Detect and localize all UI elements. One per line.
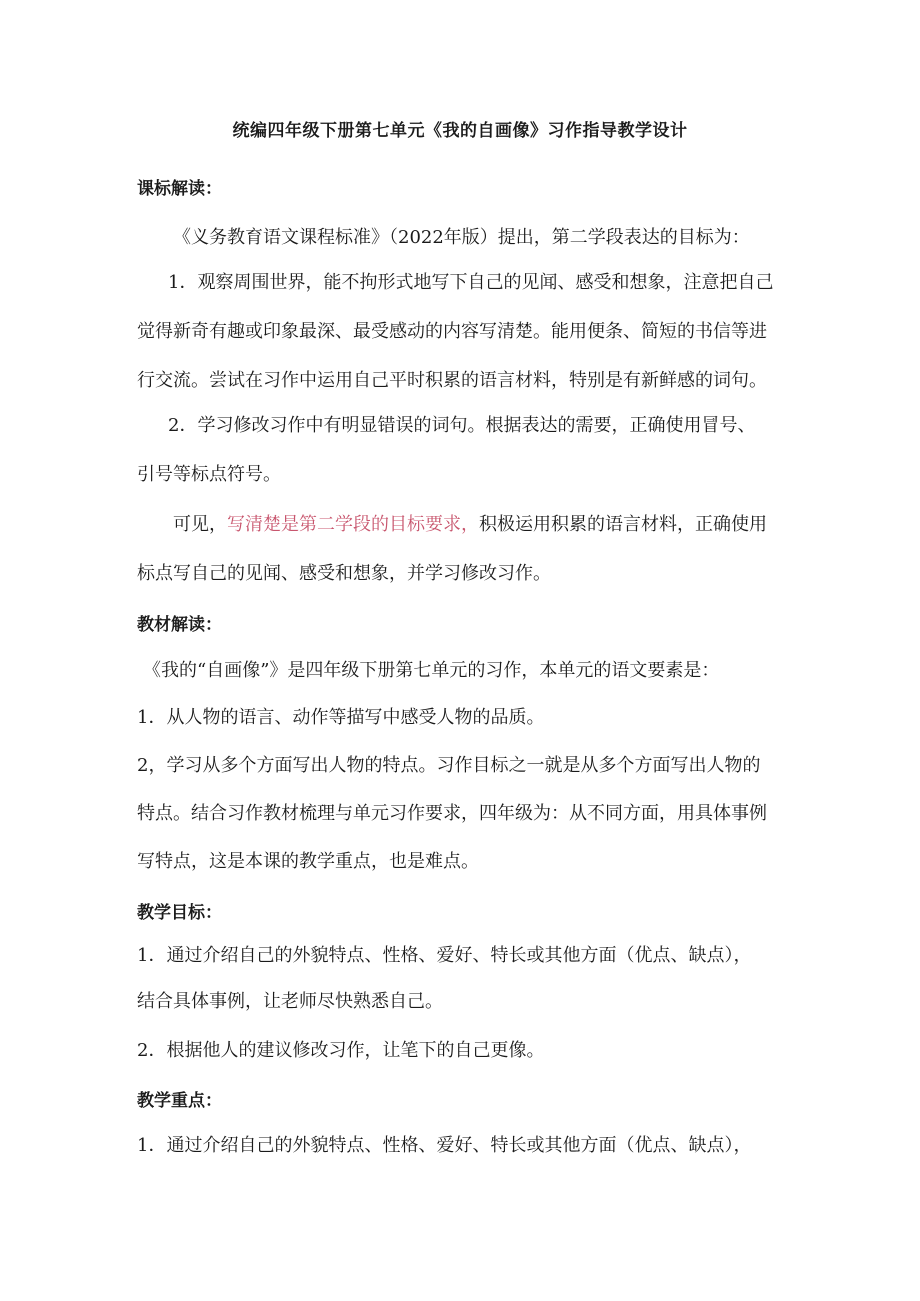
section-heading-curriculum: 课标解读： bbox=[137, 179, 222, 199]
objectives-item2: 2．根据他人的建议修改习作，让笔下的自己更像。 bbox=[137, 1040, 545, 1061]
key-points-item1: 1．通过介绍自己的外貌特点、性格、爱好、特长或其他方面（优点、缺点）， bbox=[137, 1135, 752, 1156]
textbook-item2-line3: 写特点，这是本课的教学重点，也是难点。 bbox=[137, 851, 479, 872]
curriculum-item1-line1: 1．观察周围世界，能不拘形式地写下自己的见闻、感受和想象，注意把自己 bbox=[168, 272, 774, 293]
textbook-intro: 《我的“自画像”》是四年级下册第七单元的习作，本单元的语文要素是： bbox=[143, 660, 720, 681]
curriculum-intro: 《义务教育语文课程标准》（2022年版）提出，第二学段表达的目标为： bbox=[173, 227, 750, 248]
curriculum-item1-line2: 觉得新奇有趣或印象最深、最受感动的内容写清楚。能用便条、简短的书信等进 bbox=[137, 321, 767, 342]
objectives-item1-line1: 1．通过介绍自己的外貌特点、性格、爱好、特长或其他方面（优点、缺点）， bbox=[137, 945, 752, 966]
curriculum-item2-line2: 引号等标点符号。 bbox=[137, 464, 281, 485]
conclusion-rest: 积极运用积累的语言材料，正确使用 bbox=[479, 514, 767, 535]
section-heading-objectives: 教学目标： bbox=[137, 903, 222, 923]
document-title: 统编四年级下册第七单元《我的自画像》习作指导教学设计 bbox=[232, 121, 688, 141]
section-heading-textbook: 教材解读： bbox=[137, 615, 222, 635]
objectives-item1-line2: 结合具体事例，让老师尽快熟悉自己。 bbox=[137, 991, 443, 1012]
curriculum-item1-line3: 行交流。尝试在习作中运用自己平时积累的语言材料，特别是有新鲜感的词句。 bbox=[137, 370, 767, 391]
textbook-item2-line1: 2，学习从多个方面写出人物的特点。习作目标之一就是从多个方面写出人物的 bbox=[137, 755, 761, 776]
curriculum-conclusion-line2: 标点写自己的见闻、感受和想象，并学习修改习作。 bbox=[137, 563, 551, 584]
conclusion-prefix: 可见， bbox=[173, 514, 227, 535]
curriculum-conclusion-line1 bbox=[173, 513, 767, 537]
conclusion-highlight: 写清楚是第二学段的目标要求， bbox=[227, 514, 479, 535]
section-heading-key-points: 教学重点： bbox=[137, 1091, 222, 1111]
curriculum-item2-line1: 2．学习修改习作中有明显错误的词句。根据表达的需要，正确使用冒号、 bbox=[168, 415, 756, 436]
textbook-item2-line2: 特点。结合习作教材梳理与单元习作要求，四年级为：从不同方面，用具体事例 bbox=[137, 803, 767, 824]
textbook-item1: 1．从人物的语言、动作等描写中感受人物的品质。 bbox=[137, 707, 545, 728]
